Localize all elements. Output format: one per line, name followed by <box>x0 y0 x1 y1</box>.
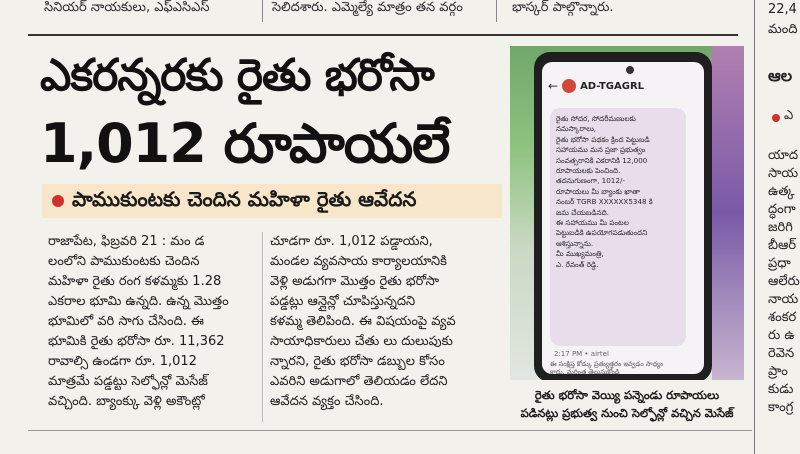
sms-header <box>548 76 644 96</box>
adjacent-text: జరిగి <box>768 220 793 235</box>
adjacent-text: సాయ <box>768 166 799 181</box>
sms-bubble <box>550 108 686 346</box>
top-rule <box>28 34 738 36</box>
body-line: సాయాధికారులు చేతు లు దులుపుకు <box>270 334 453 349</box>
body-line: రాజాపేట, ఫిబ్రవరి 21 : మం డ <box>48 234 205 249</box>
adjacent-text: ఆలేరు <box>768 274 800 289</box>
sender-avatar-icon <box>562 79 576 93</box>
sms-footer-line: ఈ సంక్షిప్త కోడ్కు ప్రత్యుత్తరం ఇవ్వడం సాధ్యం <box>550 360 664 368</box>
sms-line: ఈ సహాయము మీ పంటల <box>556 218 629 228</box>
adjacent-heading: ఆల <box>768 66 793 85</box>
adjacent-text: 22,4 <box>768 2 797 17</box>
sms-footer-line: కాదు. మరింత తెలుసుకోండి <box>550 368 620 374</box>
sms-line: సహాయము మన ప్రజా ప్రభుత్వం <box>556 145 646 155</box>
body-line: భూమిలో వరి సాగు చేసింది. ఈ <box>48 314 204 329</box>
sms-line: నమస్కారాలు, <box>556 124 597 134</box>
body-line: ఎవరిని అడుగాలో తెలియడం లేదని <box>270 374 448 389</box>
bottom-rule <box>28 430 752 431</box>
adjacent-text: కుడు <box>768 382 794 397</box>
sms-line: రూపాయలకు పెంచింది. <box>556 166 621 176</box>
photo-caption <box>512 386 742 422</box>
sms-line: మీ ముఖ్యమంత్రి, <box>556 249 604 259</box>
adjacent-text: ప్రాం <box>768 364 788 379</box>
body-line: మహిళా రైతు రంగ కళమ్మకు 1.28 <box>48 274 222 289</box>
caption-line: పడినట్లు ప్రభుత్వ నుంచి సెల్ఫోన్లో వచ్చిన మెసేజ్ <box>520 406 734 420</box>
strip-text-col3: భాస్కర్ పాల్గొన్నారు. <box>512 0 614 15</box>
body-line: ఆవేదన వ్యక్తం చేసింది. <box>270 394 384 409</box>
sms-line: ఎ. రేవంత్ రెడ్డి. <box>556 259 599 269</box>
sms-timestamp: 2:17 PM • airtel <box>554 350 609 358</box>
headline-line-1: ఎకరన్నరకు రైతు భరోసా <box>40 50 434 101</box>
body-line: న్నారని, రైతు భరోసా డబ్బుల కోసం <box>270 354 445 369</box>
adjacent-text: నాయ <box>768 292 799 307</box>
column-divider <box>262 232 263 422</box>
sms-line: పెట్టుబడికి ఉపయోగపడుతుందని <box>556 228 648 238</box>
adjacent-text: ప్రధా <box>768 256 791 271</box>
phone-photo <box>510 46 744 380</box>
sms-line: ఆశిస్తున్నాను. <box>556 238 594 248</box>
sms-line: రూపాయలు మీ బ్యాంకు ఖాతా <box>556 186 640 196</box>
camera-icon <box>626 66 634 74</box>
body-line: పడ్డట్లు ఆన్లైన్లో చూపిస్తున్నదని <box>270 294 416 309</box>
headline-line-2: 1,012 రూపాయలే <box>40 112 450 175</box>
adjacent-text: బీఆర్ <box>768 238 797 253</box>
smartphone <box>534 52 712 380</box>
adjacent-text: యాద <box>768 148 799 163</box>
adjacent-text: మంది <box>768 22 798 37</box>
adjacent-text: రెవెన <box>768 346 795 361</box>
phone-screen <box>542 62 704 374</box>
background-cloth <box>712 46 744 380</box>
caption-line: రైతు భరోసా వెయ్యి పన్నెండు రూపాయలు <box>534 388 720 402</box>
column-divider <box>496 0 497 22</box>
previous-article-strip <box>0 0 760 22</box>
adjacent-text: కాంగ్ర <box>768 400 794 415</box>
sms-footer <box>550 360 696 374</box>
sms-line: సంవత్సరానికి ఎకరానికి 12,000 <box>556 155 648 165</box>
adjacent-article-column <box>754 0 800 454</box>
body-line: వచ్చింది. బ్యాంక్కు వెళ్లి అకౌంట్లో <box>48 394 205 409</box>
sms-line: తదనుగుణంగా, 1012/- <box>556 176 625 186</box>
adjacent-text: ద్ధంగా <box>768 202 796 217</box>
bullet-dot-icon <box>772 114 780 122</box>
adjacent-text: శంకర <box>768 310 797 325</box>
sms-line: నంబర్ TGRB XXXXXX5348 కి <box>556 197 653 207</box>
bullet-dot-icon <box>52 195 64 207</box>
body-line: రావాల్సి ఉండగా రూ. 1,012 <box>48 354 197 369</box>
back-arrow-icon: ← <box>548 79 559 93</box>
body-line: మాత్రమే పడ్డట్టు సెల్ఫోన్లో మెసేజ్ <box>48 374 208 389</box>
subheadline: పాముకుంటకు చెందిన మహిళా రైతు ఆవేదన <box>72 186 417 211</box>
body-column-2 <box>270 232 498 412</box>
sms-line: జమ చేయబడినది. <box>556 207 609 217</box>
body-line: వెళ్లి అడుగగా మొత్తం రైతు భరోసా <box>270 274 439 289</box>
adjacent-text: రు ఉ <box>768 328 795 343</box>
body-line: ఎకరాల భూమి ఉన్నది. ఉన్న మొత్తం <box>48 294 229 309</box>
strip-text-col1: సినియర్ నాయకులు, ఎఫ్ఎసిఎస్ <box>44 0 210 15</box>
sms-sender: AD-TGAGRL <box>580 80 645 92</box>
adjacent-text: ఎ <box>784 108 794 123</box>
subheadline-band <box>42 184 502 218</box>
strip-text-col2: సెలిదశారు. ఎమ్మెల్యే మాత్రం తన వర్గం <box>272 0 463 15</box>
body-column-1 <box>48 232 256 412</box>
body-line: కళమ్మ తెలిపింది. ఈ విషయంపై వ్యవ <box>270 314 456 329</box>
body-line: చూడగా రూ. 1,012 పడ్డాయని, <box>270 234 433 249</box>
sms-line: రైతు సోదర, సోదరీమణులకు <box>556 114 636 123</box>
column-divider <box>262 0 263 22</box>
body-line: భూమికి రైతు భరోసా రూ. 11,362 <box>48 334 225 349</box>
body-line: లంలోని పాముకుంటకు చెందిన <box>48 254 200 269</box>
sms-line: రైతు భరోసా పథకం క్రింద పెట్టుబడి <box>556 134 650 144</box>
adjacent-text: ఉత్క <box>768 184 795 199</box>
body-line: మండల వ్యవసాయ కార్యాలయానికి <box>270 254 447 269</box>
